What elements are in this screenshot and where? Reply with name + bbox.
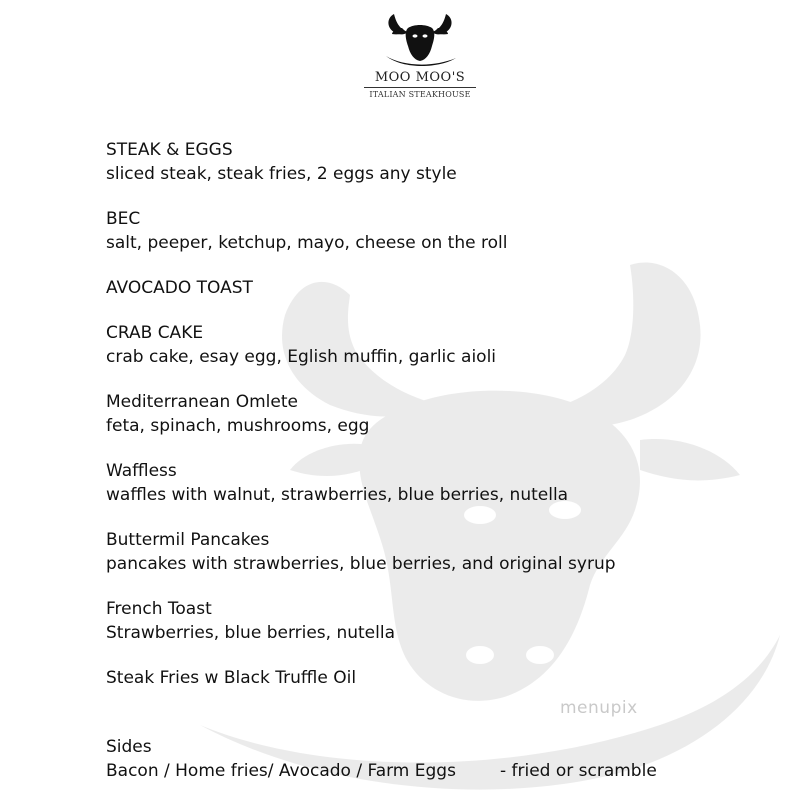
sides-row — [106, 759, 657, 783]
menu-item-name: French Toast — [106, 599, 212, 619]
menu-item — [106, 597, 786, 645]
restaurant-logo — [360, 6, 480, 99]
menu-item-description: waffles with walnut, strawberries, blue berries, nutella — [106, 485, 569, 505]
menu-item-description: Strawberries, blue berries, nutella — [106, 623, 396, 643]
sides-note: - fried or scramble — [499, 761, 657, 781]
menu-item — [106, 459, 786, 507]
menu-item — [106, 138, 786, 186]
menu-item-description: pancakes with strawberries, blue berries, and original syrup — [106, 554, 616, 574]
menu-list — [106, 138, 786, 711]
menu-item-name: Buttermil Pancakes — [106, 530, 270, 550]
logo-subtitle: ITALIAN STEAKHOUSE — [369, 90, 471, 99]
menu-item-description: sliced steak, steak fries, 2 eggs any style — [106, 164, 457, 184]
sides-section — [106, 735, 657, 783]
menu-item — [106, 390, 786, 438]
logo-name: MOO MOO'S — [374, 70, 466, 85]
menu-item-name: Mediterranean Omlete — [106, 392, 298, 412]
menu-item — [106, 528, 786, 576]
sides-items: Bacon / Home fries/ Avocado / Farm Eggs — [106, 761, 456, 781]
menu-item-name: AVOCADO TOAST — [106, 278, 253, 298]
menu-item-name: BEC — [106, 209, 141, 229]
bull-logo-icon — [380, 6, 460, 68]
menu-item-description: salt, peeper, ketchup, mayo, cheese on the roll — [106, 233, 508, 253]
menu-item-description: feta, spinach, mushrooms, egg — [106, 416, 370, 436]
sides-title: Sides — [106, 737, 152, 757]
menu-item-name: CRAB CAKE — [106, 323, 204, 343]
menu-item-name: STEAK & EGGS — [106, 140, 233, 160]
logo-divider — [364, 87, 476, 88]
menu-item-name: Waffless — [106, 461, 177, 481]
menu-item — [106, 207, 786, 255]
menu-item — [106, 276, 786, 300]
menu-item — [106, 666, 786, 690]
watermark-credit-text: menupix — [560, 698, 638, 718]
menu-item — [106, 321, 786, 369]
menu-item-name: Steak Fries w Black Truffle Oil — [106, 668, 357, 688]
menu-item-description: crab cake, esay egg, Eglish muffin, garlic aioli — [106, 347, 497, 367]
